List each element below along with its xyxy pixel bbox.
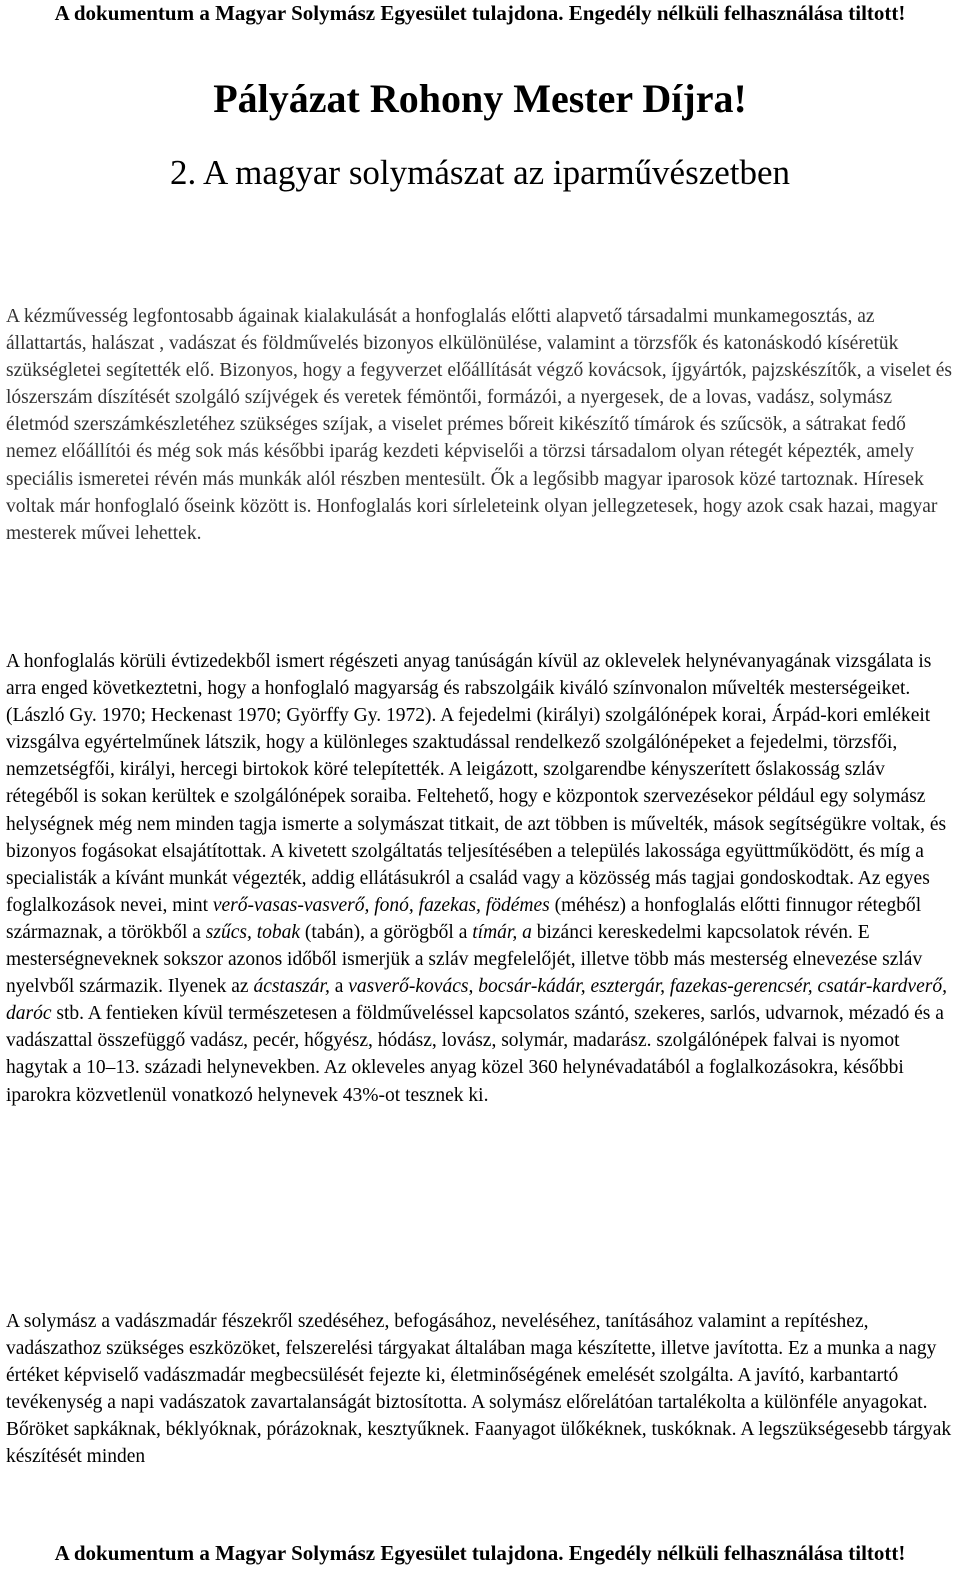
- document-title: Pályázat Rohony Mester Díjra!: [213, 76, 747, 121]
- paragraph-1: [6, 303, 952, 547]
- copyright-notice-top: A dokumentum a Magyar Solymász Egyesület tulajdona. Engedély nélküli felhasználása tiltott!: [54, 1, 906, 25]
- italic-term: tímár, a: [472, 921, 532, 943]
- text-run: (tabán), a görögből a: [300, 921, 473, 943]
- italic-term: verő-vasas-vasverő, fonó, fazekas, födémes: [212, 894, 550, 916]
- text-run: A kézművesség legfontosabb ágainak kialakulását a honfoglalás előtti alapvető társadalmi munkamegosztás, az állattartás, halászat , vadászat és földművelés bizonyos elkülönülése, valamint a törzsfők és katonáskodó kíséretük szükségletei segítették elő. Bizonyos, hogy a fegyverzet előállítását végző kovácsok, íjgyártók, pajzskészítők, a viselet és lószerszám díszítését szolgáló szíjvégek és veretek fémöntői, formázói, a nyergesek, de a lovas, vadász, solymász életmód szerszámkészletéhez szükséges szíjak, a viselet prémes bőreit kikészítő tímárok és szűcsök, a sátrakat fedő nemez előállítói és még sok más későbbi iparág kezdeti képviselői a törzsi társadalom olyan rétegét képezték, amely speciális ismeretei révén más munkák alól részben mentesült. Ők a legősibb magyar iparosok közé tartoznak. Híresek voltak már honfoglaló őseink között is. Honfoglalás kori sírleleteink olyan jellegzetesek, hogy azok csak hazai, magyar mesterek művei lehettek.: [6, 306, 952, 544]
- italic-term: vasverő-kovács, bocsár-kádár, esztergár, fazekas-gerencsér, csatár-kardverő, daróc: [6, 976, 947, 1025]
- copyright-notice-bottom: A dokumentum a Magyar Solymász Egyesület tulajdona. Engedély nélküli felhasználása tiltott!: [54, 1541, 906, 1565]
- text-run: bizánci kereskedelmi kapcsolatok révén. E mesterségneveknek sokszor azonos időből ismerjük a szláv megfelelőjét, illetve több más mesterség elnevezése szláv nyelvből származik. Ilyenek az: [6, 921, 923, 998]
- text-run: a: [329, 976, 349, 998]
- text-run: A solymász a vadászmadár fészekről szedéséhez, befogásához, neveléséhez, tanításához valamint a repítéshez, vadászathoz szükséges eszközöket, felszerelési tárgyakat általában maga készítette, illetve javította. Ez a munka a nagy értéket képviselő vadászmadár megbecsülését fejezte ki, életminőségének emelését szolgálta. A javító, karbantartó tevékenység a napi vadászatok zavartalanságát biztosította. A solymász előrelátóan tartalékolta a különféle anyagokat. Bőröket sapkáknak, béklyóknak, pórázoknak, kesztyűknek. Faanyagot ülőkéknek, tuskóknak. A legszükségesebb tárgyak készítését minden: [6, 1311, 952, 1468]
- text-run: (méhész) a honfoglalás előtti finnugor rétegből származnak, a törökből a: [6, 894, 922, 943]
- italic-term: szűcs, tobak: [205, 921, 301, 943]
- text-run: stb. A fentieken kívül természetesen a földműveléssel kapcsolatos szántó, szekeres, sarlós, udvarnok, mézadó és a vadászattal összefüggő vadász, pecér, hőgyész, hódász, lovász, solymár, madarász. szolgálónépek falvai is nyomot hagytak a 10–13. századi helynevekben. Az okleveles anyag közel 360 helynévadatából a foglalkozásokra, későbbi iparokra közvetlenül vonatkozó helynevek 43%-ot tesznek ki.: [6, 1003, 944, 1106]
- paragraph-3: [6, 1308, 952, 1471]
- document-subtitle: 2. A magyar solymászat az iparművészetben: [169, 153, 791, 192]
- text-run: A honfoglalás körüli évtizedekből ismert régészeti anyag tanúságán kívül az oklevelek helynévanyagának vizsgálata is arra enged következtetni, hogy a honfoglaló magyarság és rabszolgáik kiváló színvonalon művelték mesterségeiket. (László Gy. 1970; Heckenast 1970; Györffy Gy. 1972). A fejedelmi (királyi) szolgálónépek korai, Árpád-kori emlékeit vizsgálva egyértelműnek látszik, hogy a különleges szaktudással rendelkező szolgálónépeket a fejedelmi, törzsfői, nemzetségfői, királyi, hercegi birtokok köré telepítették. A leigázott, szolgarendbe kényszerített őslakosság szláv rétegéből is sokan kerültek e szolgálónépek soraiba. Feltehető, hogy e központok szervezésekor például egy solymász helységnek még nem minden tagja ismerte a solymászat titkait, de azt többen is művelték, mások segítségükre voltak, és bizonyos fogásokat elsajátítottak. A kivetett szolgáltatás teljesítésében a település lakossága együttműködött, és míg a specialisták a kívánt munkát végezték, addig ellátásukról a család vagy a közösség más tagjai gondoskodtak. Az egyes foglalkozások nevei, mint: [6, 651, 947, 916]
- italic-term: ácstaszár,: [253, 976, 330, 998]
- paragraph-2: [6, 648, 952, 1109]
